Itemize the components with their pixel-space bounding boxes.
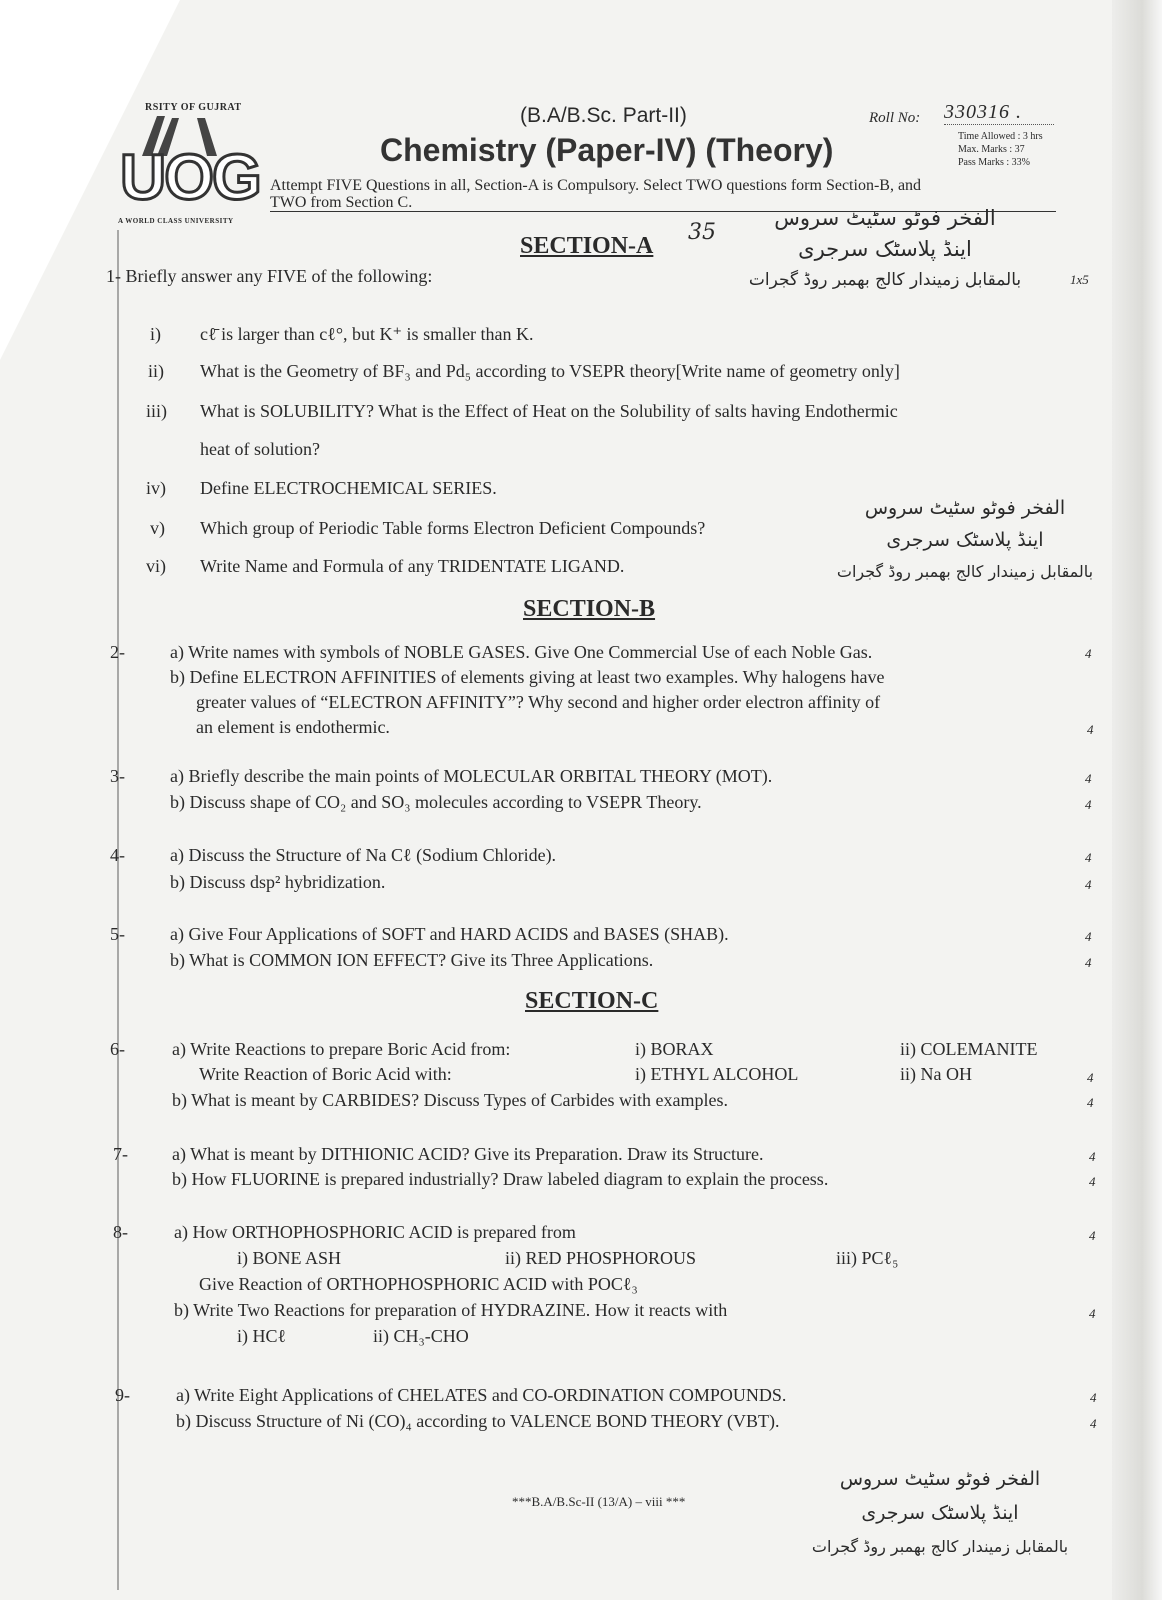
q1-marks: 1x5 (1070, 272, 1089, 287)
question-line: a) Discuss the Structure of Na Cℓ (Sodium Chloride). (170, 845, 557, 865)
q1-item-text: cℓ̄ is larger than cℓ°, but K⁺ is smaller than K. (200, 324, 534, 344)
question-number: 9- (115, 1385, 130, 1405)
q1-item-text: heat of solution? (200, 439, 320, 459)
q1-item-text: What is the Geometry of BF₃ and Pd₅ according to VSEPR theory[Write name of geometry only] (200, 361, 900, 381)
question-number: 8- (113, 1222, 128, 1242)
question-mark: 4 (1090, 1390, 1097, 1405)
question-line: an element is endothermic. (196, 717, 390, 737)
time-allowed: Time Allowed : 3 hrs (958, 131, 1043, 142)
question-mark: 4 (1087, 722, 1094, 737)
roll-label: Roll No: (869, 110, 921, 126)
logo-tagline: A WORLD CLASS UNIVERSITY (118, 217, 234, 225)
handwritten-mark: 35 (688, 220, 716, 245)
q1-item-num: i) (150, 324, 161, 344)
question-line: a) What is meant by DITHIONIC ACID? Give its Preparation. Draw its Structure. (172, 1144, 764, 1164)
exam-level: (B.A/B.Sc. Part-II) (520, 104, 687, 127)
question-number: 3- (110, 766, 125, 786)
exam-meta (958, 130, 1043, 169)
section-b-title: SECTION-B (523, 596, 656, 622)
option: i) BONE ASH (237, 1248, 342, 1268)
question-mark: 4 (1085, 850, 1092, 865)
question-line: b) Write Two Reactions for preparation of HYDRAZINE. How it reacts with (174, 1300, 728, 1320)
paper-right-edge (1112, 0, 1162, 1600)
question-line: a) Write names with symbols of NOBLE GASES. Give One Commercial Use of each Noble Gas. (170, 642, 873, 662)
question-mark: 4 (1089, 1306, 1096, 1321)
q1-item-text: Write Name and Formula of any TRIDENTATE LIGAND. (200, 556, 625, 576)
stamp-line-1: الفخر فوٹو سٹیٹ سروس (864, 497, 1066, 519)
question-line: b) Discuss dsp² hybridization. (170, 872, 386, 892)
max-marks: Max. Marks : 37 (958, 144, 1025, 155)
stamp-middle (830, 492, 1100, 588)
stamp-bottom (790, 1462, 1090, 1564)
footer-code: ***B.A/B.Sc-II (13/A) – viii *** (512, 1494, 686, 1509)
stamp-line-1: الفخر فوٹو سٹیٹ سروس (774, 206, 996, 230)
stamp-line-2: اینڈ پلاسٹک سرجری (886, 529, 1044, 551)
question-mark: 4 (1085, 797, 1092, 812)
q1-item-text: Which group of Periodic Table forms Electron Deficient Compounds? (200, 518, 706, 538)
stamp-line-1: الفخر فوٹو سٹیٹ سروس (839, 1468, 1041, 1490)
option: ii) COLEMANITE (900, 1039, 1038, 1059)
question-line: a) Write Eight Applications of CHELATES and CO-ORDINATION COMPOUNDS. (176, 1385, 787, 1405)
q1-item-num: iv) (146, 478, 166, 498)
option: i) ETHYL ALCOHOL (635, 1064, 799, 1084)
question-line: a) How ORTHOPHOSPHORIC ACID is prepared from (174, 1222, 576, 1242)
question-number: 5- (110, 924, 125, 944)
question-line: a) Give Four Applications of SOFT and HARD ACIDS and BASES (SHAB). (170, 924, 729, 944)
q1-item-num: iii) (146, 401, 167, 421)
section-a-title: SECTION-A (520, 233, 654, 259)
question-mark: 4 (1085, 955, 1092, 970)
question-line: b) What is COMMON ION EFFECT? Give its Three Applications. (170, 950, 654, 970)
question-mark: 4 (1087, 1070, 1094, 1085)
option: i) BORAX (635, 1039, 714, 1059)
question-number: 4- (110, 845, 125, 865)
question-number: 7- (113, 1144, 128, 1164)
q1-item-num: v) (150, 518, 165, 538)
question-line: greater values of “ELECTRON AFFINITY”? Why second and higher order electron affinity of (196, 692, 881, 712)
question-line: Give Reaction of ORTHOPHOSPHORIC ACID with POCℓ₃ (199, 1274, 638, 1294)
question-line: b) Discuss Structure of Ni (CO)₄ according to VALENCE BOND THEORY (VBT). (176, 1411, 780, 1431)
question-line: b) Discuss shape of CO₂ and SO₃ molecules according to VSEPR Theory. (170, 792, 702, 812)
option: iii) PCℓ₅ (836, 1248, 899, 1268)
section-c-title: SECTION-C (525, 988, 659, 1014)
question-mark: 4 (1085, 646, 1092, 661)
question-mark: 4 (1087, 1095, 1094, 1110)
question-mark: 4 (1090, 1416, 1097, 1431)
question-mark: 4 (1089, 1228, 1096, 1243)
option: ii) RED PHOSPHOROUS (505, 1248, 697, 1268)
q1-item-text: Define ELECTROCHEMICAL SERIES. (200, 478, 497, 498)
question-line: a) Briefly describe the main points of MOLECULAR ORBITAL THEORY (MOT). (170, 766, 773, 786)
question-mark: 4 (1089, 1174, 1096, 1189)
option: ii) CH₃-CHO (373, 1326, 469, 1346)
q1-item-num: vi) (146, 556, 166, 576)
logo-university-text: RSITY OF GUJRAT (145, 102, 242, 113)
option: i) HCℓ (237, 1326, 287, 1346)
stamp-top (735, 203, 1035, 296)
instructions-line-2: TWO from Section C. (270, 194, 413, 211)
q1-heading (106, 266, 432, 287)
stamp-line-3: بالمقابل زمیندار کالج بھمبر روڈ گجرات (836, 562, 1094, 581)
question-line: b) What is meant by CARBIDES? Discuss Types of Carbides with examples. (172, 1090, 729, 1110)
q1-text: Briefly answer any FIVE of the following: (125, 266, 433, 286)
question-line: b) How FLUORINE is prepared industrially? Draw labeled diagram to explain the process. (172, 1169, 829, 1189)
q1-number: 1- (106, 266, 121, 286)
roll-number: 330316 . (944, 101, 1054, 125)
instructions-line-1: Attempt FIVE Questions in all, Section-A is Compulsory. Select TWO questions form Section-B, and (270, 177, 922, 194)
stamp-line-3: بالمقابل زمیندار کالج بھمبر روڈ گجرات (811, 1537, 1069, 1556)
question-mark: 4 (1085, 877, 1092, 892)
q1-item-text: What is SOLUBILITY? What is the Effect of Heat on the Solubility of salts having Endothermic (200, 401, 898, 421)
question-line: a) Write Reactions to prepare Boric Acid from: (172, 1039, 511, 1059)
q1-item-num: ii) (148, 361, 164, 381)
stamp-line-3: بالمقابل زمیندار کالج بھمبر روڈ گجرات (748, 270, 1022, 290)
question-number: 2- (110, 642, 125, 662)
question-mark: 4 (1089, 1149, 1096, 1164)
question-line: Write Reaction of Boric Acid with: (199, 1064, 452, 1084)
question-mark: 4 (1085, 771, 1092, 786)
stamp-line-2: اینڈ پلاسٹک سرجری (798, 237, 972, 261)
option: ii) Na OH (900, 1064, 972, 1084)
stamp-line-2: اینڈ پلاسٹک سرجری (861, 1502, 1019, 1524)
pass-marks: Pass Marks : 33% (958, 157, 1030, 168)
logo-mark: UOG (120, 141, 260, 213)
university-logo (115, 100, 270, 230)
question-mark: 4 (1085, 929, 1092, 944)
question-number: 6- (110, 1039, 125, 1059)
question-line: b) Define ELECTRON AFFINITIES of elements giving at least two examples. Why halogens have (170, 667, 885, 687)
page-title: Chemistry (Paper-IV) (Theory) (380, 132, 834, 168)
